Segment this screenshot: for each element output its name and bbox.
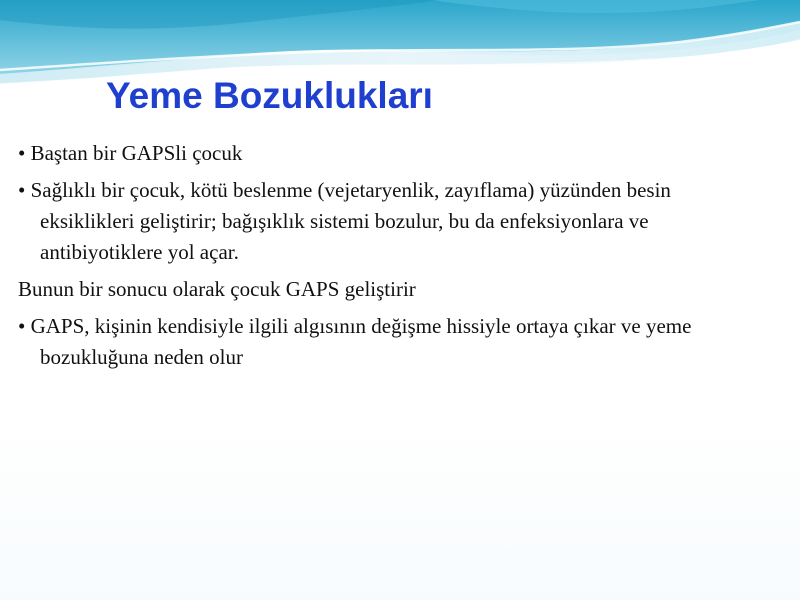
bullet-item: • GAPS, kişinin kendisiyle ilgili algısının değişme hissiyle ortaya çıkar ve yeme bozukluğuna neden olur xyxy=(18,314,692,369)
body-paragraph: Bunun bir sonucu olarak çocuk GAPS geliştirir xyxy=(18,277,416,301)
slide-body xyxy=(18,138,758,379)
bullet-item: • Sağlıklı bir çocuk, kötü beslenme (vejetaryenlik, zayıflama) yüzünden besin eksiklikleri geliştirir; bağışıklık sistemi bozulur, bu da enfeksiyonlara ve antibiyotiklere yol açar. xyxy=(18,178,671,264)
slide-title: Yeme Bozuklukları xyxy=(106,75,433,116)
bullet-item: • Baştan bir GAPSli çocuk xyxy=(18,141,243,165)
